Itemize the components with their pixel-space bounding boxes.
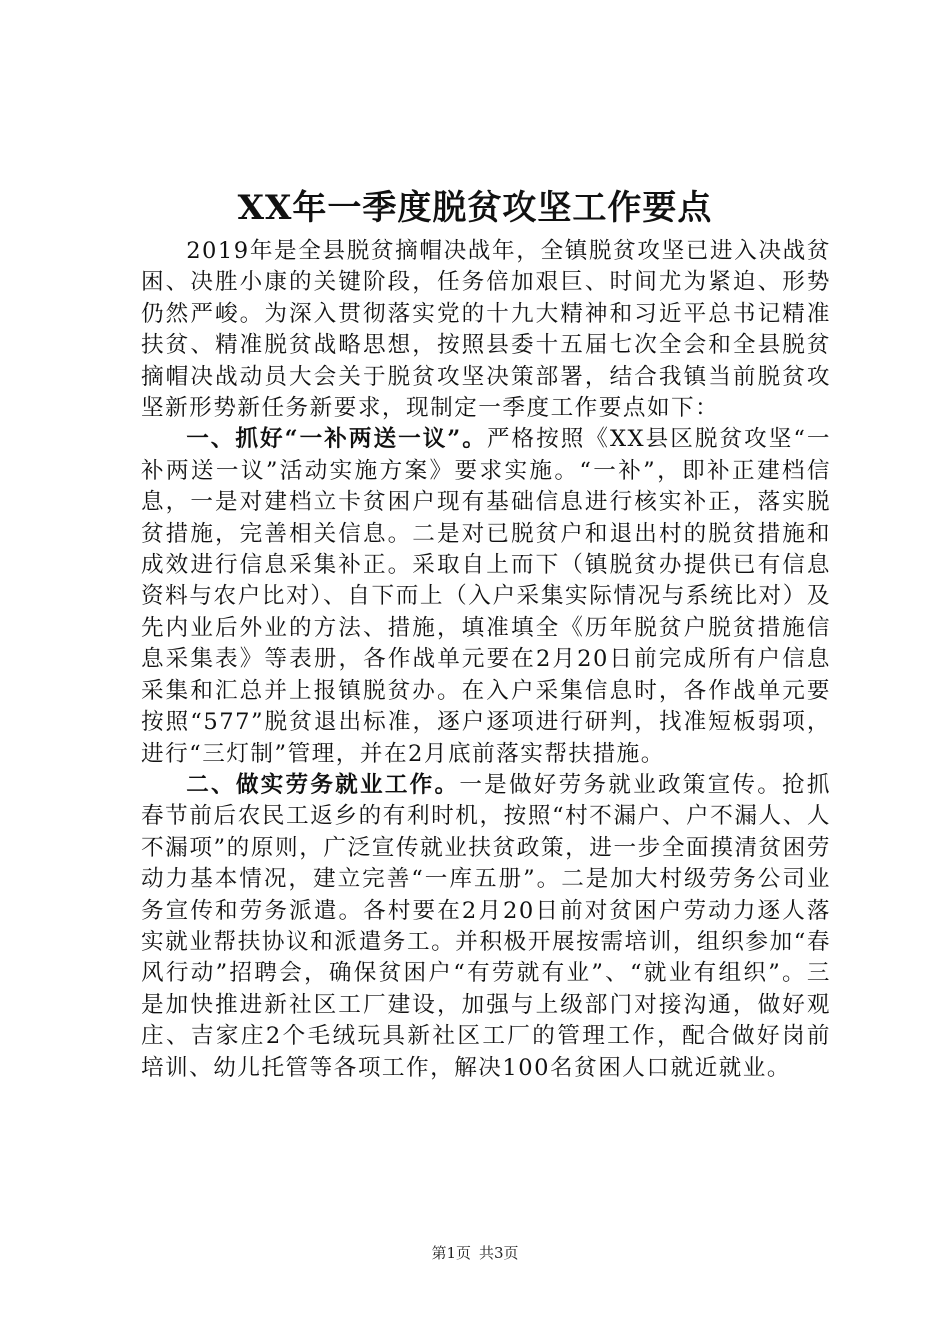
section-text-1: 严格按照《XX县区脱贫攻坚“一补两送一议”活动实施方案》要求实施。“一补”，即补正建档信息，一是对建档立卡贫困户现有基础信息进行核实补正，落实脱贫措施，完善相关信息。二是对已脱贫户和退出村的脱贫措施和成效进行信息采集补正。采取自上而下（镇脱贫办提供已有信息资料与农户比对）、自下而上（入户采集实际情况与系统比对）及先内业后外业的方法、措施，填准填全《历年脱贫户脱贫措施信息采集表》等表册，各作战单元要在2月20日前完成所有户信息采集和汇总并上报镇脱贫办。在入户采集信息时，各作战单元要按照“577”脱贫退出标准，逐户逐项进行研判，找准短板弱项，进行“三灯制”管理，并在2月底前落实帮扶措施。	[141, 426, 831, 767]
section-paragraph-1	[141, 424, 831, 769]
page-number: 第1页	[431, 1244, 471, 1262]
section-text-2: 一是做好劳务就业政策宣传。抢抓春节前后农民工返乡的有利时机，按照“村不漏户、户不漏人、人不漏项”的原则，广泛宣传就业扶贫政策，进一步全面摸清贫困劳动力基本情况，建立完善“一库五册”。二是加大村级劳务公司业务宣传和劳务派遣。各村要在2月20日前对贫困户劳动力逐人落实就业帮扶协议和派遣务工。并积极开展按需培训，组织参加“春风行动”招聘会，确保贫困户“有劳就有业”、“就业有组织”。三是加快推进新社区工厂建设，加强与上级部门对接沟通，做好观庄、吉家庄2个毛绒玩具新社区工厂的管理工作，配合做好岗前培训、幼儿托管等各项工作，解决100名贫困人口就近就业。	[141, 771, 832, 1081]
page-footer	[0, 1242, 950, 1264]
section-heading-2: 二、做实劳务就业工作。	[186, 771, 460, 798]
section-heading-1: 一、抓好“一补两送一议”。	[186, 426, 487, 453]
page-total: 共3页	[479, 1244, 519, 1262]
section-paragraph-2	[141, 770, 831, 1084]
intro-paragraph: 2019年是全县脱贫摘帽决战年，全镇脱贫攻坚已进入决战贫困、决胜小康的关键阶段，任务倍加艰巨、时间尤为紧迫、形势仍然严峻。为深入贯彻落实党的十九大精神和习近平总书记精准扶贫、精准脱贫战略思想，按照县委十五届七次全会和全县脱贫摘帽决战动员大会关于脱贫攻坚决策部署，结合我镇当前脱贫攻坚新形势新任务新要求，现制定一季度工作要点如下：	[141, 238, 831, 422]
document-title: XX年一季度脱贫攻坚工作要点	[237, 188, 713, 228]
document-body	[141, 236, 831, 1084]
